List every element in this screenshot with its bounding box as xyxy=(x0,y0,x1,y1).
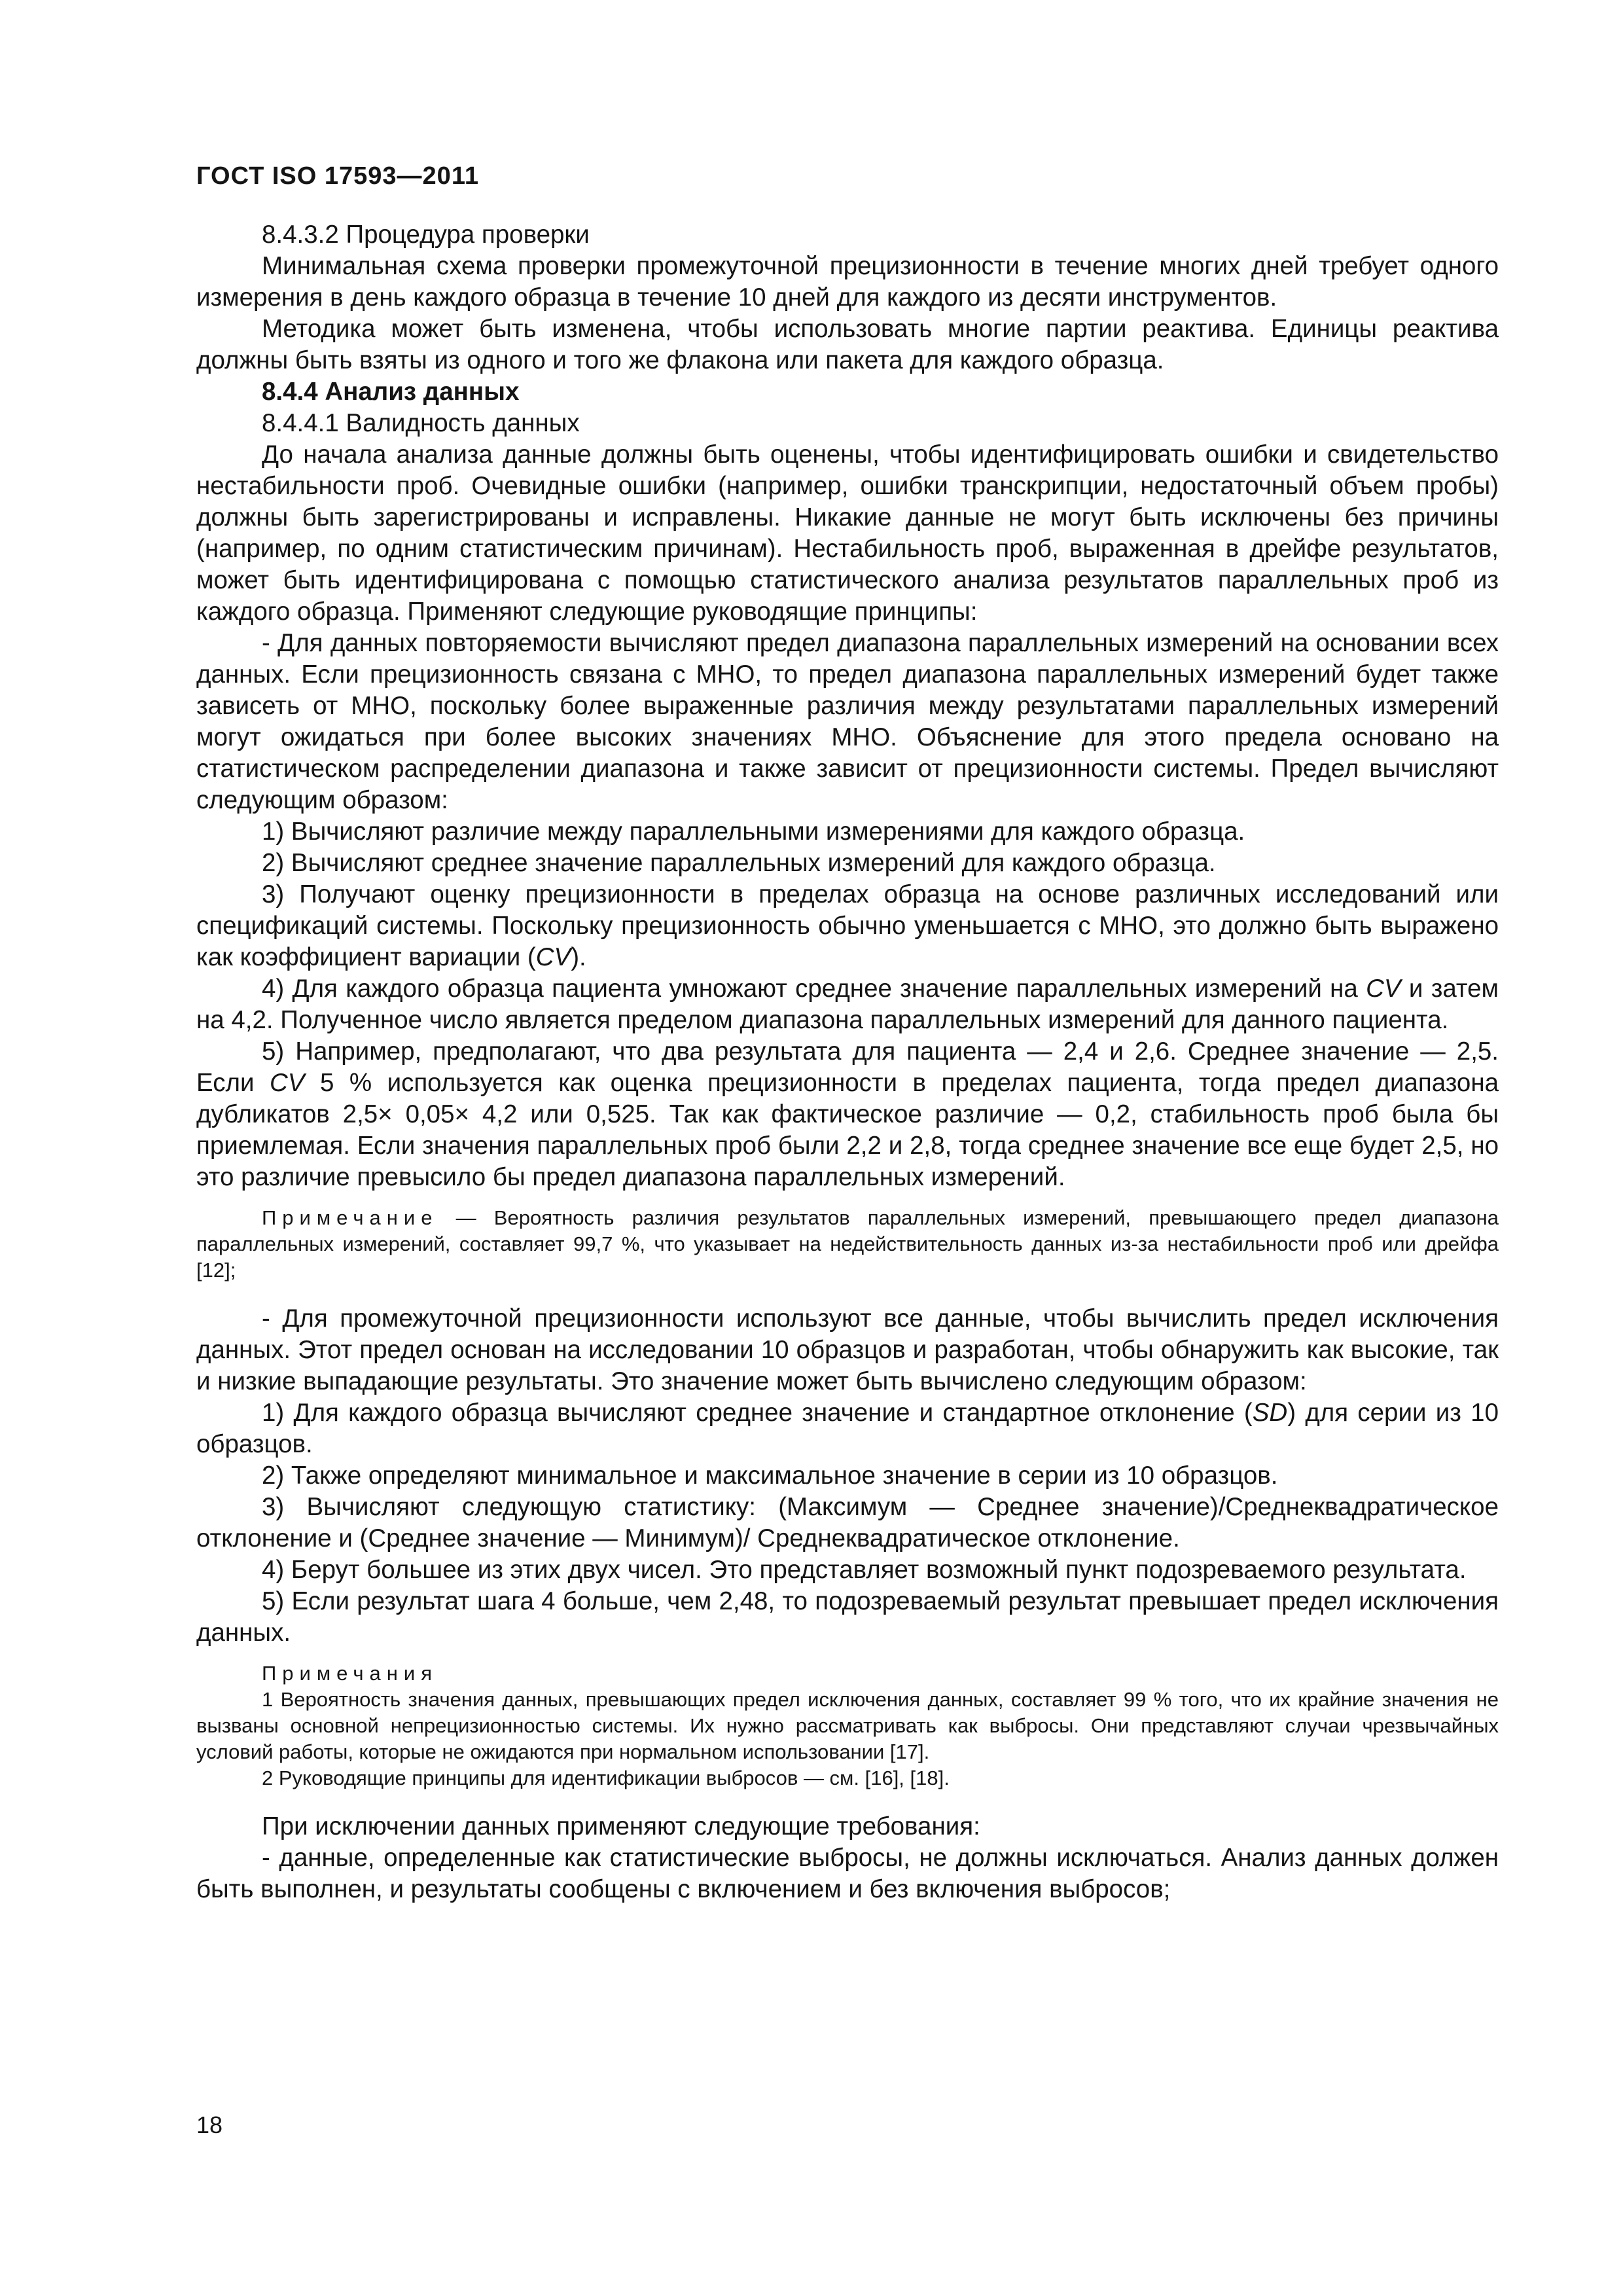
list-item: 5) Если результат шага 4 больше, чем 2,48, то подозреваемый результат превышает предел исключения данных. xyxy=(196,1587,1499,1647)
note-text: 1 Вероятность значения данных, превышающих предел исключения данных, составляет 99 % того, что их крайние значения не вызваны основной непрецизионностью системы. Их нужно рассматривать как выбросы. Они представляют случаи чрезвычайных условий работы, которые не ожидаются при нормальном использовании [17]. xyxy=(196,1688,1499,1763)
list-item: 4) Для каждого образца пациента умножают среднее значение параллельных измерений на CV и затем на 4,2. Полученное число является пределом диапазона параллельных измерений для данного пациента. xyxy=(196,975,1499,1034)
document-header: ГОСТ ISO 17593—2011 xyxy=(196,162,479,190)
list-item: - данные, определенные как статистические выбросы, не должны исключаться. Анализ данных должен быть выполнен, и результаты сообщены с включением и без включения выбросов; xyxy=(196,1844,1499,1903)
list-item: - Для данных повторяемости вычисляют предел диапазона параллельных измерений на основании всех данных. Если прецизионность связана с МНО, то предел диапазона параллельных измерений будет также зависеть от МНО, поскольку более выраженные различия между результатами параллельных измерений могут ожидаться при более высоких значениях МНО. Объяснение для этого предела основано на статистическом распределении диапазона и также зависит от прецизионности системы. Предел вычисляют следующим образом: xyxy=(196,629,1499,814)
list-item: 1) Для каждого образца вычисляют среднее значение и стандартное отклонение (SD) для серии из 10 образцов. xyxy=(196,1399,1499,1458)
list-item: - Для промежуточной прецизионности используют все данные, чтобы вычислить предел исключения данных. Этот предел основан на исследовании 10 образцов и разработан, чтобы обнаружить как высокие, так и низкие выпадающие результаты. Это значение может быть вычислено следующим образом: xyxy=(196,1304,1499,1395)
paragraph: При исключении данных применяют следующие требования: xyxy=(262,1812,980,1840)
notes-block xyxy=(196,1660,1499,1791)
note-text: 2 Руководящие принципы для идентификации выбросов — см. [16], [18]. xyxy=(262,1767,950,1789)
section-heading-8-4-4: 8.4.4 Анализ данных xyxy=(262,378,520,406)
note-text: Примечание — Вероятность различия результатов параллельных измерений, превышающего предел диапазона параллельных измерений, составляет 99,7 %, что указывает на недействительность данных из-за нестабильности проб или дрейфа [12]; xyxy=(196,1206,1499,1282)
note-block xyxy=(196,1205,1499,1283)
note-label: Примечание xyxy=(262,1206,438,1229)
list-item: 3) Получают оценку прецизионности в пределах образца на основе различных исследований или спецификаций системы. Поскольку прецизионность обычно уменьшается с МНО, это должно быть выражено как коэффициент вариации (CV). xyxy=(196,880,1499,971)
notes-label: Примечания xyxy=(262,1662,438,1685)
list-item: 4) Берут большее из этих двух чисел. Это представляет возможный пункт подозреваемого результата. xyxy=(262,1556,1467,1584)
page-number: 18 xyxy=(196,2111,223,2138)
list-item: 3) Вычисляют следующую статистику: (Максимум — Среднее значение)/Среднеквадратическое отклонение и (Среднее значение — Минимум)/ Среднеквадратическое отклонение. xyxy=(196,1493,1499,1552)
document-page xyxy=(196,162,1499,1905)
paragraph: Минимальная схема проверки промежуточной прецизионности в течение многих дней требует одного измерения в день каждого образца в течение 10 дней для каждого из десяти инструментов. xyxy=(196,252,1499,312)
paragraph: Методика может быть изменена, чтобы использовать многие партии реактива. Единицы реактива должны быть взяты из одного и того же флакона или пакета для каждого образца. xyxy=(196,315,1499,374)
list-item: 5) Например, предполагают, что два результата для пациента — 2,4 и 2,6. Среднее значение — 2,5. Если CV 5 % используется как оценка прецизионности в пределах пациента, тогда предел диапазона дубликатов 2,5× 0,05× 4,2 или 0,525. Так как фактическое различие — 0,2, стабильность проб была бы приемлемая. Если значения параллельных проб были 2,2 и 2,8, тогда среднее значение все еще будет 2,5, но это различие превысило бы предел диапазона параллельных измерений. xyxy=(196,1037,1499,1191)
section-title-8-4-3-2: 8.4.3.2 Процедура проверки xyxy=(262,221,590,249)
list-item: 2) Вычисляют среднее значение параллельных измерений для каждого образца. xyxy=(262,849,1216,877)
list-item: 1) Вычисляют различие между параллельными измерениями для каждого образца. xyxy=(262,817,1245,846)
list-item: 2) Также определяют минимальное и максимальное значение в серии из 10 образцов. xyxy=(262,1462,1278,1490)
section-title-8-4-4-1: 8.4.4.1 Валидность данных xyxy=(262,409,580,437)
paragraph: До начала анализа данные должны быть оценены, чтобы идентифицировать ошибки и свидетельство нестабильности проб. Очевидные ошибки (например, ошибки транскрипции, недостаточный объем пробы) должны быть зарегистрированы и исправлены. Никакие данные не могут быть исключены без причины (например, по одним статистическим причинам). Нестабильность проб, выраженная в дрейфе результатов, может быть идентифицирована с помощью статистического анализа результатов параллельных проб из каждого образца. Применяют следующие руководящие принципы: xyxy=(196,440,1499,626)
